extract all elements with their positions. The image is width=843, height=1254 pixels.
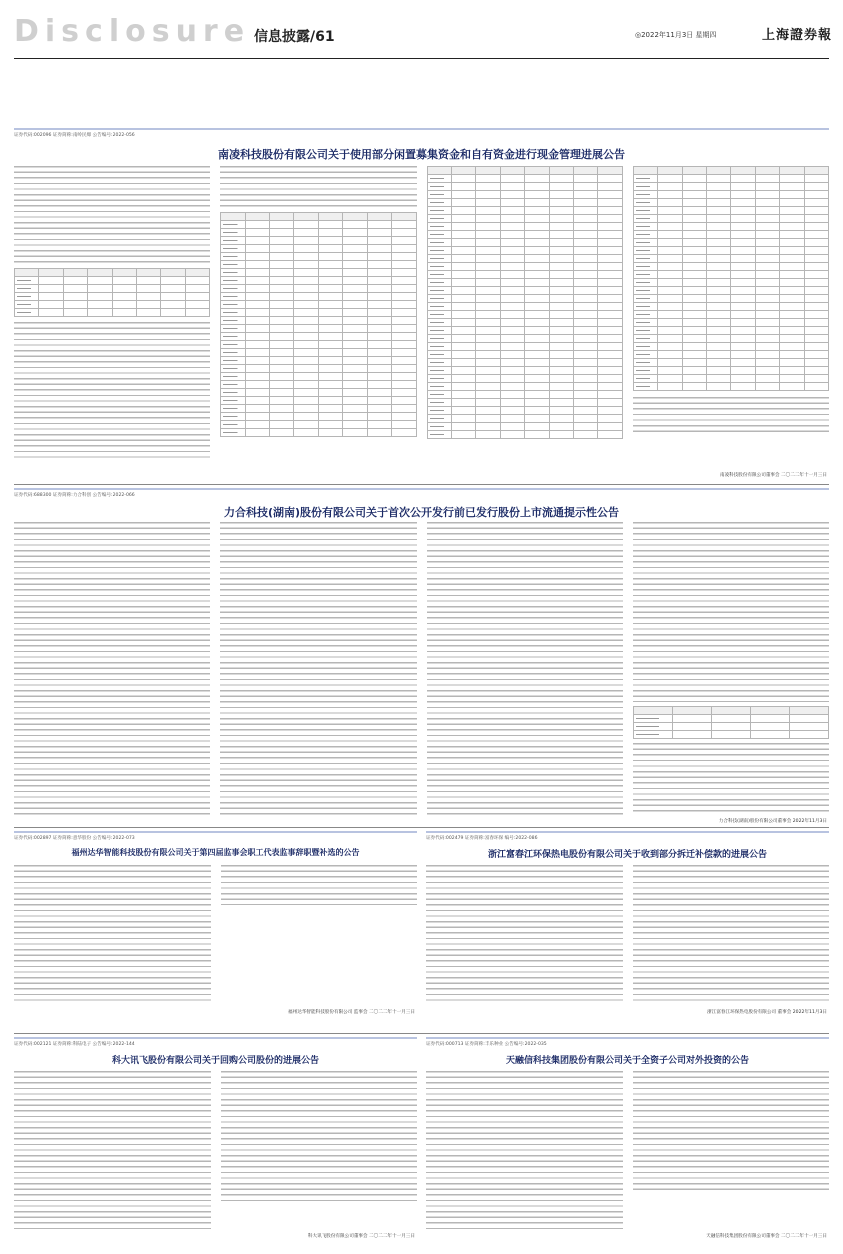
notice-fujian [14, 831, 417, 1031]
notice-signature: 南凌科技股份有限公司董事会 二〇二二年十一月三日 [719, 473, 827, 478]
notice-signature: 天融信科技集团股份有限公司董事会 二〇二二年十一月三日 [706, 1234, 827, 1239]
notice-zhejiang [426, 831, 829, 1031]
notice-body [14, 1071, 417, 1229]
notice-title: 天融信科技集团股份有限公司关于全资子公司对外投资的公告 [505, 1056, 749, 1066]
notice-meta: 证券代码:000713 证券简称:丰乐种业 公告编号:2022-035 [426, 1042, 547, 1047]
body-column [426, 1071, 623, 1229]
notice-nanling [14, 128, 829, 482]
notice-signature: 浙江富春江环保热电股份有限公司 董事会 2022年11月3日 [707, 1010, 827, 1015]
notice-kedaxun [14, 1037, 417, 1247]
body-column [426, 865, 623, 1005]
section-word: Disclosure [14, 14, 251, 49]
body-column [427, 522, 623, 816]
notice-title: 科大讯飞股份有限公司关于回购公司股份的进展公告 [111, 1056, 319, 1066]
notice-body [14, 522, 829, 816]
body-column [14, 1071, 211, 1229]
body-column [633, 522, 829, 816]
notice-title: 福州达华智能科技股份有限公司关于第四届监事会职工代表监事辞职暨补选的公告 [71, 848, 360, 857]
notice-meta: 证券代码:688300 证券简称:力合科创 公告编号:2022-066 [14, 493, 135, 498]
product-table [427, 166, 623, 439]
product-table [633, 166, 829, 391]
shareholder-table [633, 706, 829, 739]
notice-lihe [14, 488, 829, 826]
product-table [14, 268, 210, 317]
body-column [220, 166, 416, 466]
notice-tianyi [426, 1037, 829, 1247]
masthead [0, 0, 843, 62]
body-column [14, 522, 210, 816]
notice-title: 南凌科技股份有限公司关于使用部分闲置募集资金和自有资金进行现金管理进展公告 [218, 148, 625, 161]
section-title: 信息披露/61 [254, 29, 335, 45]
section-divider [14, 827, 829, 828]
notice-meta: 证券代码:002897 证券简称:意华股份 公告编号:2022-073 [14, 836, 135, 841]
section-divider [14, 484, 829, 485]
body-column [221, 865, 418, 1005]
notice-signature: 力合科技(湖南)股份有限公司董事会 2022年11月3日 [718, 819, 827, 824]
body-column [633, 166, 829, 466]
body-column [220, 522, 416, 816]
body-column [633, 1071, 830, 1229]
notice-signature: 科大讯飞股份有限公司董事会 二〇二二年十一月三日 [307, 1234, 415, 1239]
notice-body [14, 166, 829, 466]
newspaper-brand: 上海證券報 [762, 28, 833, 43]
body-column [633, 865, 830, 1005]
notice-meta: 证券代码:002121 证券简称:科陆电子 公告编号:2022-144 [14, 1042, 135, 1047]
product-table [220, 212, 416, 437]
notice-meta: 证券代码:002096 证券简称:南岭民爆 公告编号:2022-056 [14, 133, 135, 138]
body-column [14, 865, 211, 1005]
body-column [14, 166, 210, 466]
masthead-rule [14, 58, 829, 59]
notice-title: 力合科技(湖南)股份有限公司关于首次公开发行前已发行股份上市流通提示性公告 [223, 506, 620, 519]
body-column [221, 1071, 418, 1229]
notice-title: 浙江富春江环保热电股份有限公司关于收到部分拆迁补偿款的进展公告 [487, 850, 767, 860]
issue-date: ◎2022年11月3日 星期四 [635, 31, 717, 39]
notice-body [14, 865, 417, 1005]
notice-signature: 福州达华智能科技股份有限公司 监事会 二〇二二年十一月三日 [288, 1010, 415, 1015]
body-column [427, 166, 623, 466]
section-divider [14, 1033, 829, 1034]
notice-body [426, 865, 829, 1005]
notice-body [426, 1071, 829, 1229]
notice-meta: 证券代码:002479 证券简称:富春环保 编号:2022-086 [426, 836, 538, 841]
